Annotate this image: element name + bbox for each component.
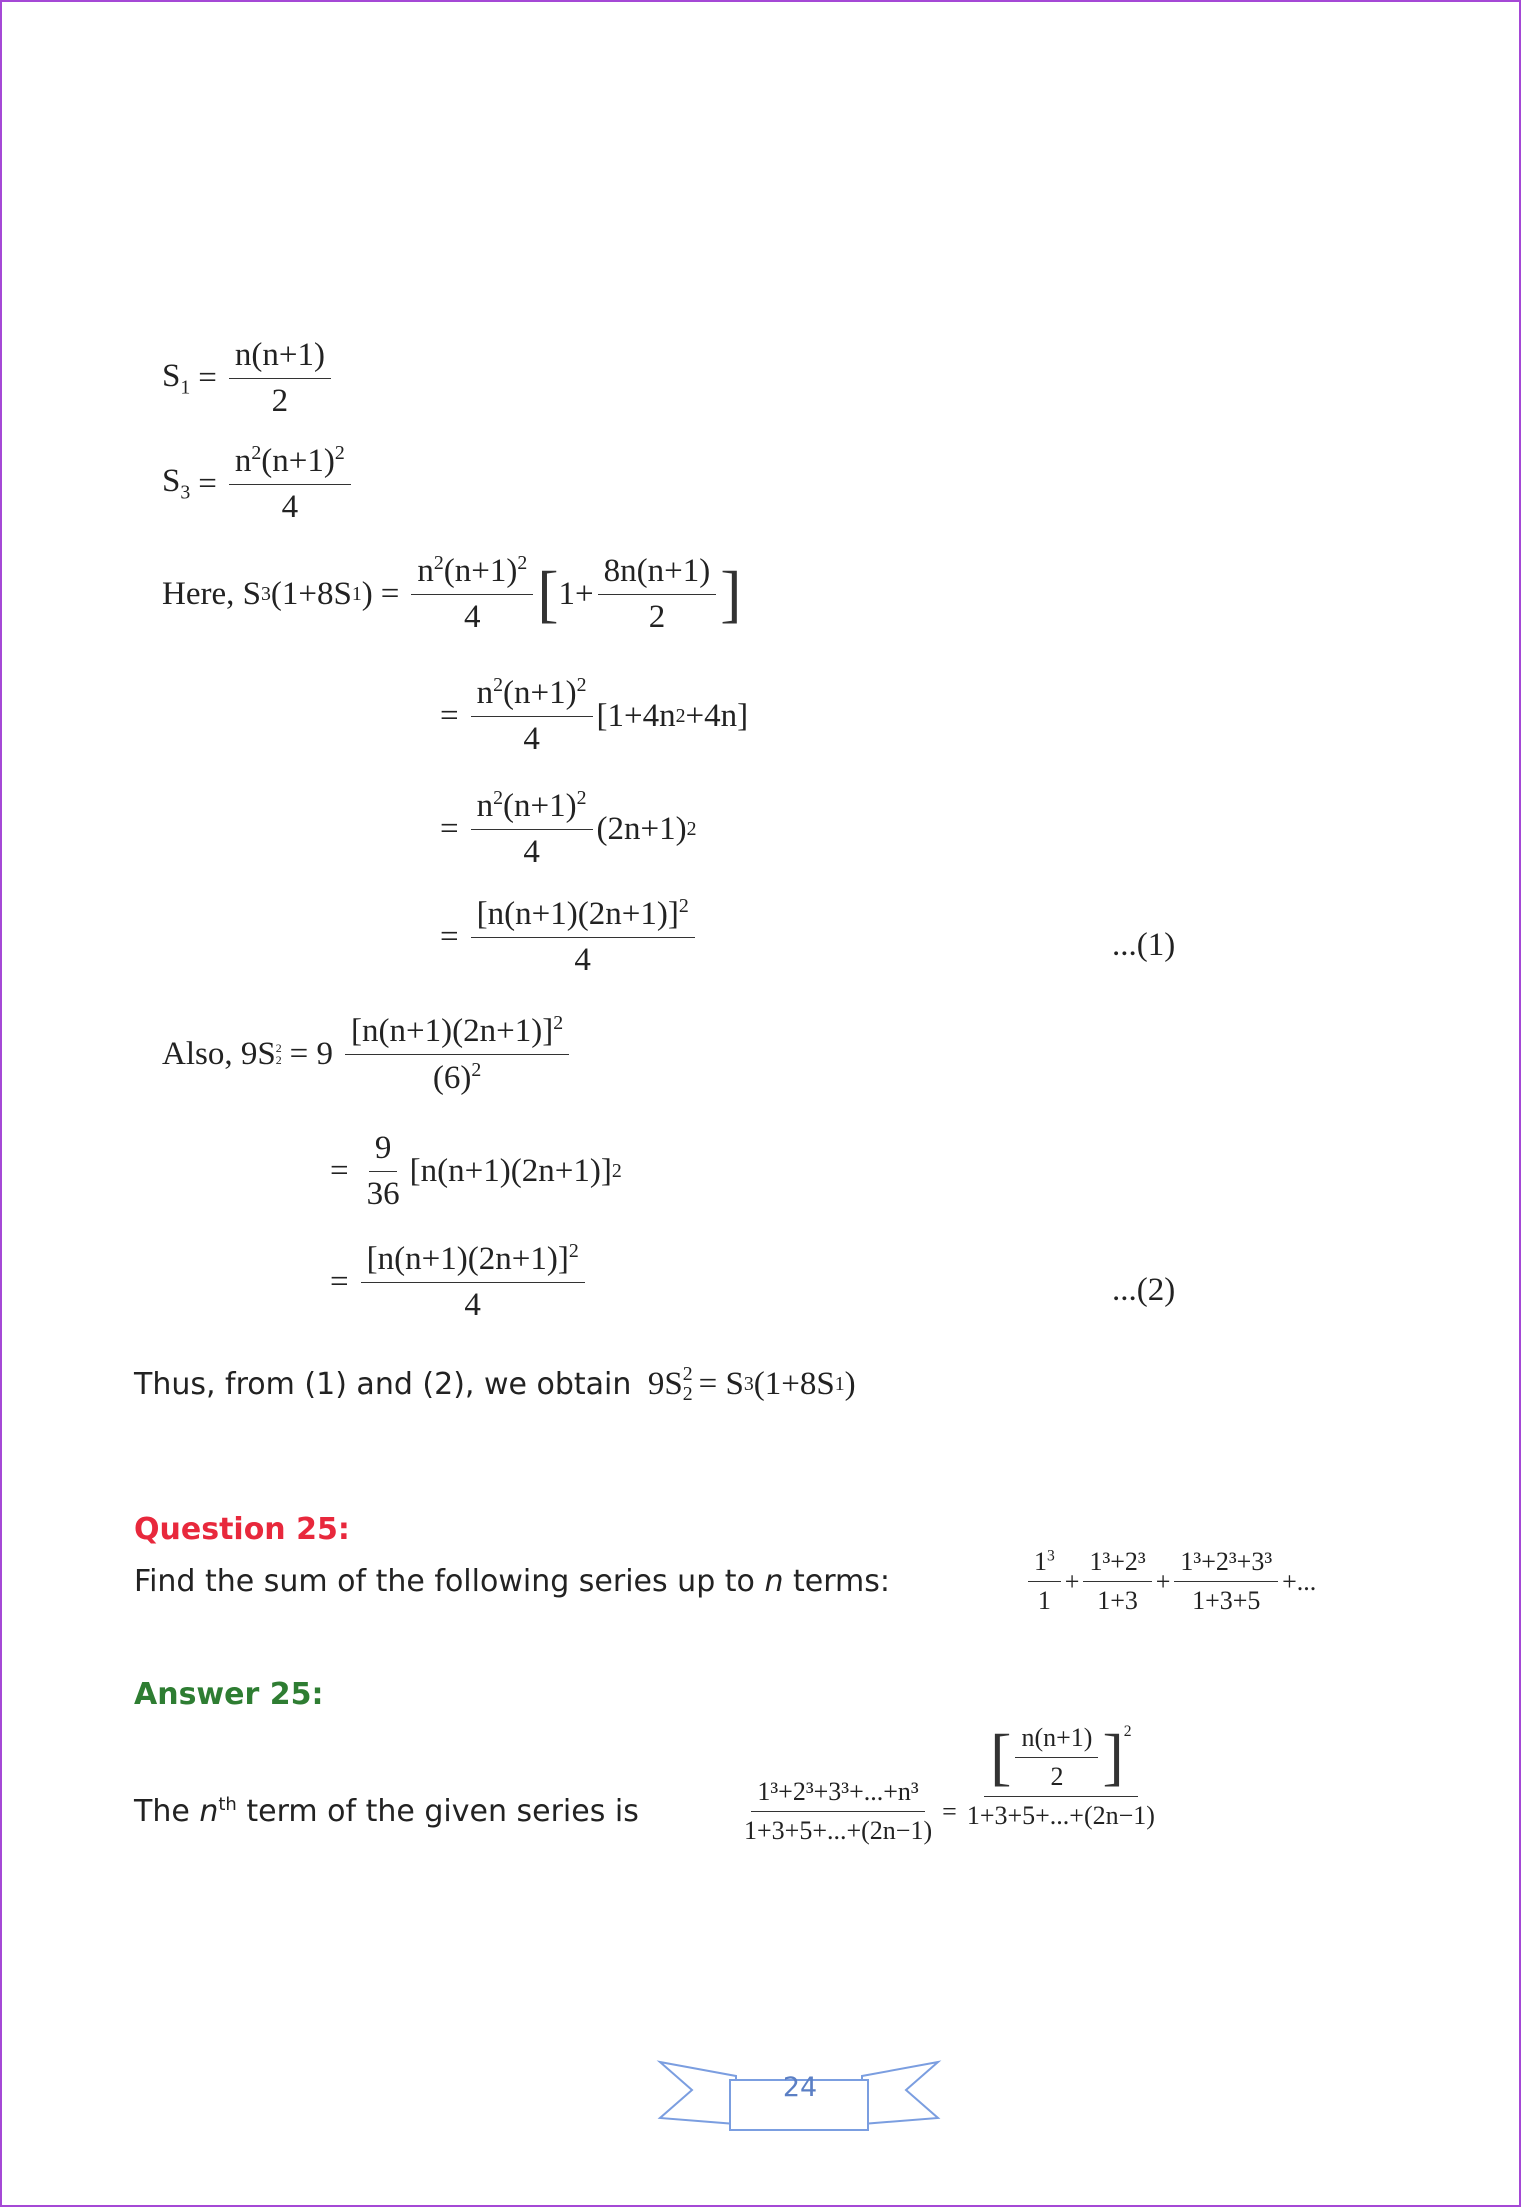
eq-s1: $S_1$ = $\frac{n(n+1)}{2}$ [162, 337, 335, 420]
eq-line4: = $\frac{[n(n+1)(2n+1)]^2}{4}$ [432, 895, 699, 979]
answer-text: The $n^{th}$ term of the given series is $\frac{\text{1³+2³+3³+...+n³}}{1+3+5+...+(2n-1)}$ = [ $\frac{n(n+1)}{2}$ ] $^2$ 1+3+5+...+(2n−1) [134, 1721, 1155, 1845]
eq-label-2: ...(2) [1112, 1272, 1176, 1308]
eq-label-1: ...(1) [1112, 927, 1176, 963]
eq-also2: = $\frac{9}{36}$ [ n(n+1)(2n+1) ] 2 [330, 1130, 622, 1212]
question-text: Find the sum of the following series up to n terms: $\frac{1^3}{1}$ + $\frac{\text{1³+2³}}{1+3}$ + $\frac{\text{1³+2³+3³}}{1+3+5}$ +... [134, 1547, 1317, 1615]
page-number: 24 [782, 2072, 818, 2103]
eq-also: Also, 9S 2 2 = 9 $\frac{[n(n+1)(2n+1)]^2}{(6)^2}$ [162, 1012, 573, 1097]
answer-title: Answer 25: [134, 1677, 324, 1712]
eq-also3: = $\frac{[n(n+1)(2n+1)]^2}{4}$ [322, 1240, 589, 1324]
eq-line2: = $\frac{n^2(n+1)^2}{4}$ [ 1+4n 2 +4n ] [440, 674, 749, 757]
eq-here: Here, S 3 (1+8S 1 ) = $\frac{n^2(n+1)^2}{4}$ [ 1+ $\frac{8n(n+1)}{2}$ ] [162, 552, 742, 635]
question-title: Question 25: [134, 1512, 350, 1547]
eq-s3: $S_3$ = $\frac{n^2(n+1)^2}{4}$ [162, 442, 355, 526]
thus-line: Thus, from (1) and (2), we obtain 9S 2 2 = S 3 (1+8S 1 ) [134, 1363, 856, 1405]
eq-line3: = $\frac{n^2(n+1)^2}{4}$ (2n+1) 2 [440, 787, 697, 870]
